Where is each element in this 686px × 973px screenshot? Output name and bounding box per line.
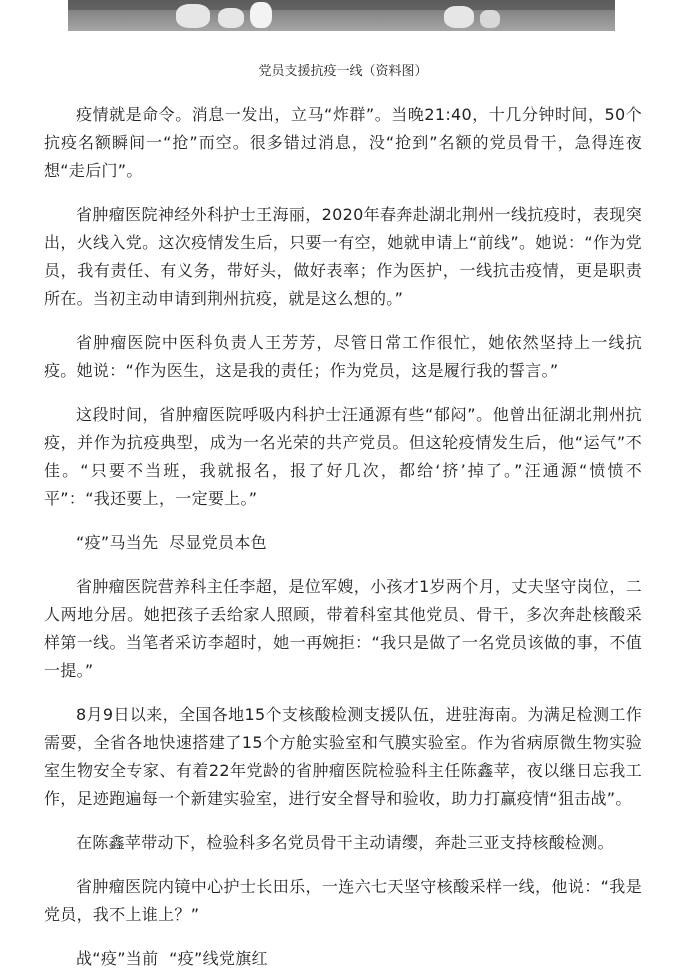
- photo-figure: [250, 2, 272, 28]
- photo-caption: 党员支援抗疫一线（资料图）: [258, 64, 428, 79]
- photo-shadow: [68, 0, 615, 10]
- article-paragraph: 省肿瘤医院中医科负责人王芳芳，尽管日常工作很忙，她依然坚持上一线抗疫。她说：“作为医生，这是我的责任；作为党员，这是履行我的誓言。”: [44, 333, 642, 380]
- article-paragraph: 省肿瘤医院内镜中心护士长田乐，一连六七天坚守核酸采样一线，他说：“我是党员，我不上谁上？”: [44, 877, 642, 924]
- article-paragraph: 省肿瘤医院神经外科护士王海丽，2020年春奔赴湖北荆州一线抗疫时，表现突出，火线入党。这次疫情发生后，只要一有空，她就申请上“前线”。她说：“作为党员，我有责任、有义务，带好头，做好表率；作为医护，一线抗击疫情，更是职责所在。当初主动申请到荆州抗疫，就是这么想的。”: [44, 205, 642, 308]
- article-paragraph: 这段时间，省肿瘤医院呼吸内科护士汪通源有些“郁闷”。他曾出征湖北荆州抗疫，并作为抗疫典型，成为一名光荣的共产党员。但这轮疫情发生后，他“运气”不佳。“只要不当班，我就报名，报了好几次，都给‘挤’掉了。”汪通源“愤愤不平”：“我还要上，一定要上。”: [44, 405, 642, 508]
- section-heading: “疫”马当先 尽显党员本色: [76, 533, 267, 552]
- photo-figure: [480, 10, 500, 28]
- article-paragraph: 在陈鑫苹带动下，检验科多名党员骨干主动请缨，奔赴三亚支持核酸检测。: [76, 833, 614, 852]
- photo-figure: [218, 8, 244, 28]
- section-heading: 战“疫”当前 “疫”线党旗红: [76, 949, 268, 968]
- photo-figure: [444, 6, 474, 28]
- article-paragraph: 8月9日以来，全国各地15个支核酸检测支援队伍，进驻海南。为满足检测工作需要，全省各地快速搭建了15个方舱实验室和气膜实验室。作为省病原微生物实验室生物安全专家、有着22年党龄的省肿瘤医院检验科主任陈鑫苹，夜以继日忘我工作，足迹跑遍每一个新建实验室，进行安全督导和验收，助力打赢疫情“狙击战”。: [44, 705, 642, 808]
- article-photo: [68, 0, 615, 31]
- photo-figure: [176, 4, 210, 28]
- article-paragraph: 疫情就是命令。消息一发出，立马“炸群”。当晚21:40，十几分钟时间，50个抗疫名额瞬间一“抢”而空。很多错过消息，没“抢到”名额的党员骨干，急得连夜想“走后门”。: [44, 105, 642, 180]
- article-paragraph: 省肿瘤医院营养科主任李超，是位军嫂，小孩才1岁两个月，丈夫坚守岗位，二人两地分居。她把孩子丢给家人照顾，带着科室其他党员、骨干，多次奔赴核酸采样第一线。当笔者采访李超时，她一再婉拒：“我只是做了一名党员该做的事，不值一提。”: [44, 577, 642, 680]
